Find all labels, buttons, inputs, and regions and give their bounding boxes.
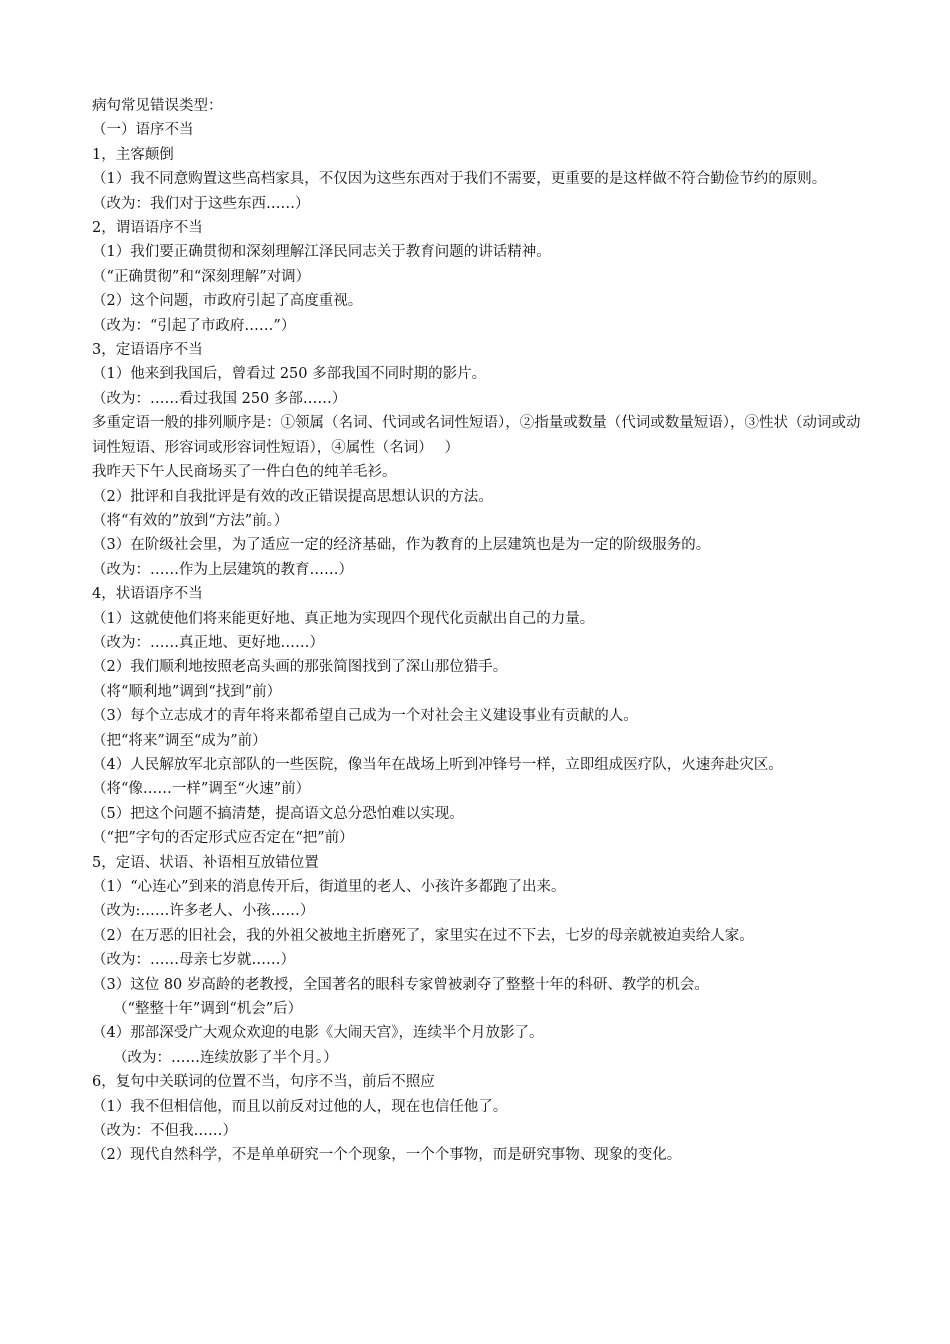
example-sentence: （1）我不同意购置这些高档家具，不仅因为这些东西对于我们不需要，更重要的是这样做不符合勤俭节约的原则。 xyxy=(92,171,827,188)
example-sentence: （1）“心连心”到来的消息传开后，街道里的老人、小孩许多都跑了出来。 xyxy=(92,879,566,895)
example-sentence: （1）他来到我国后，曾看过 250 多部我国不同时期的影片。 xyxy=(92,366,487,383)
correction-note: （改为：……母亲七岁就……） xyxy=(92,952,295,969)
example-sentence: （5）把这个问题不搞清楚，提高语文总分恐怕难以实现。 xyxy=(92,805,464,822)
correction-note: （改为：……作为上层建筑的教育……） xyxy=(92,561,353,578)
example-sentence: （2）这个问题，市政府引起了高度重视。 xyxy=(92,293,363,310)
correction-note: （改为:……许多老人、小孩……） xyxy=(92,903,315,920)
example-sentence: （1）这就使他们将来能更好地、真正地为实现四个现代化贡献出自己的力量。 xyxy=(92,610,595,627)
correction-note: （改为：……看过我国 250 多部……） xyxy=(92,390,347,407)
example-sentence: （2）批评和自我批评是有效的改正错误提高思想认识的方法。 xyxy=(92,488,493,505)
correction-note: （改为：“引起了市政府……”） xyxy=(92,317,296,334)
example-sentence: （1）我们要正确贯彻和深刻理解江泽民同志关于教育问题的讲话精神。 xyxy=(92,244,551,261)
example-sentence: （4）那部深受广大观众欢迎的电影《大闹天宫》，连续半个月放影了。 xyxy=(92,1025,544,1042)
example-sentence: （2）我们顺利地按照老高头画的那张简图找到了深山那位猎手。 xyxy=(92,659,508,676)
correction-note: （“正确贯彻”和“深刻理解”对调） xyxy=(92,268,311,285)
rule-explanation: 多重定语一般的排列顺序是：①领属（名词、代词或名词性短语），②指量或数量（代词或数量短语），③性状（动词或动词性短语、形容词或形容词性短语），④属性（名词） ） xyxy=(92,415,861,456)
subsection-heading: （一）语序不当 xyxy=(92,122,194,139)
category-heading: 4，状语语序不当 xyxy=(92,586,203,603)
correction-note: （改为：……真正地、更好地……） xyxy=(92,634,324,651)
category-heading: 5，定语、状语、补语相互放错位置 xyxy=(92,854,319,871)
correction-note: （将“有效的”放到“方法”前。） xyxy=(92,512,289,529)
category-heading: 2，谓语语序不当 xyxy=(92,220,203,237)
example-sentence: （4）人民解放军北京部队的一些医院，像当年在战场上听到冲锋号一样，立即组成医疗队，火速奔赴灾区。 xyxy=(92,756,783,773)
correction-note: （改为：不但我……） xyxy=(92,1123,237,1140)
example-sentence: （1）我不但相信他，而且以前反对过他的人，现在也信任他了。 xyxy=(92,1098,508,1115)
category-heading: 1，主客颠倒 xyxy=(92,146,174,163)
correction-note: （改为：我们对于这些东西……） xyxy=(92,195,310,212)
correction-note: （将“顺利地”调到“找到”前） xyxy=(92,683,282,700)
correction-note: （把“将来”调至“成为”前） xyxy=(92,732,267,749)
category-heading: 6，复句中关联词的位置不当，句序不当，前后不照应 xyxy=(92,1074,435,1091)
correction-note: （改为：……连续放影了半个月。） xyxy=(113,1049,338,1066)
correction-note: （将“像……一样”调至“火速”前） xyxy=(92,781,311,798)
example-sentence: （3）在阶级社会里，为了适应一定的经济基础，作为教育的上层建筑也是为一定的阶级服务的。 xyxy=(92,537,711,554)
example-sentence: 我昨天下午人民商场买了一件白色的纯羊毛衫。 xyxy=(92,464,397,481)
example-sentence: （2）现代自然科学，不是单单研究一个个现象，一个个事物，而是研究事物、现象的变化。 xyxy=(92,1147,682,1164)
correction-note: （“整整十年”调到“机会”后） xyxy=(113,1001,303,1018)
example-sentence: （3）这位 80 岁高龄的老教授，全国著名的眼科专家曾被剥夺了整整十年的科研、教学的机会。 xyxy=(92,976,709,993)
section-heading: 病句常见错误类型： xyxy=(92,98,223,114)
document-page xyxy=(92,94,872,1168)
category-heading: 3，定语语序不当 xyxy=(92,342,203,359)
example-sentence: （2）在万恶的旧社会，我的外祖父被地主折磨死了，家里实在过不下去，七岁的母亲就被迫卖给人家。 xyxy=(92,927,754,944)
example-sentence: （3）每个立志成才的青年将来都希望自己成为一个对社会主义建设事业有贡献的人。 xyxy=(92,708,638,725)
correction-note: （“把”字句的否定形式应否定在“把”前） xyxy=(92,830,354,847)
